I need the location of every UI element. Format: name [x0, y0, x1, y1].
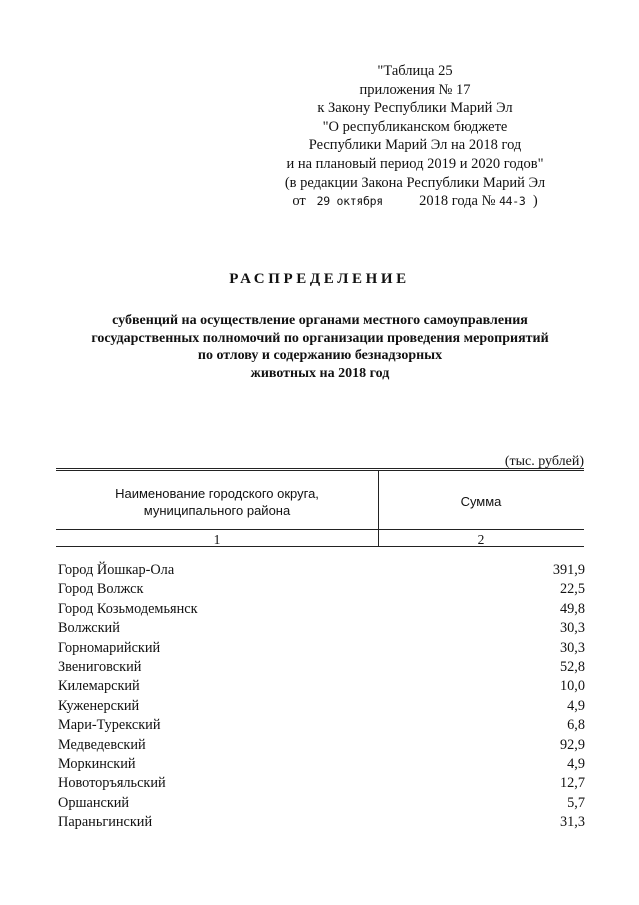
table-row: [58, 620, 585, 639]
row-value: 6,8: [567, 717, 585, 734]
table-row: [58, 795, 585, 814]
table-row: [58, 659, 585, 678]
column-header-name-line1: Наименование городского округа,: [115, 486, 319, 501]
table-row: [58, 562, 585, 581]
row-name: Новоторъяльский: [58, 775, 166, 792]
row-name: Моркинский: [58, 755, 136, 772]
column-number-1: 1: [213, 532, 221, 547]
table-row: [58, 737, 585, 756]
header-date-line: [250, 192, 580, 211]
row-value: 22,5: [559, 581, 585, 598]
row-name: Оршанский: [58, 794, 130, 811]
table-top-border-inner: [56, 470, 584, 471]
subtitle-line: субвенций на осуществление органами местного самоуправления: [112, 313, 528, 328]
row-name: Город Йошкар-Ола: [58, 562, 175, 578]
table-body: [58, 562, 585, 833]
column-header-name: [56, 485, 378, 519]
table-header: [56, 468, 584, 547]
row-name: Мари-Турекский: [58, 717, 161, 734]
row-name: Медведевский: [58, 736, 146, 753]
row-value: 30,3: [559, 620, 585, 637]
row-value: 31,3: [559, 814, 585, 831]
row-name: Звениговский: [58, 658, 142, 675]
row-value: 49,8: [559, 600, 585, 617]
table-row: [58, 678, 585, 697]
column-header-name-line2: муниципального района: [143, 503, 291, 518]
table-row: [58, 640, 585, 659]
header-line: к Закону Республики Марий Эл: [317, 100, 513, 117]
table-row: [58, 814, 585, 833]
table-row: [58, 717, 585, 736]
subtitle-line: животных на 2018 год: [250, 365, 390, 381]
column-number-2: 2: [477, 532, 485, 547]
column-header-sum: Сумма: [460, 494, 502, 509]
table-top-border: [56, 468, 584, 469]
header-line: и на плановый период 2019 и 2020 годов": [286, 155, 544, 172]
row-name: Волжский: [58, 620, 120, 637]
units-label: (тыс. рублей): [504, 454, 584, 469]
row-value: 92,9: [559, 736, 585, 753]
appendix-header: [250, 62, 580, 211]
row-value: 52,8: [559, 658, 585, 675]
row-value: 4,9: [567, 697, 585, 714]
date-prefix: от: [292, 193, 306, 210]
table-row: [58, 581, 585, 600]
row-name: Город Козьмодемьянск: [58, 600, 198, 617]
row-name: Килемарский: [58, 678, 140, 695]
table-row: [58, 601, 585, 620]
document-title: РАСПРЕДЕЛЕНИЕ: [229, 271, 410, 287]
date-suffix: ): [532, 193, 538, 210]
document-subtitle: [40, 312, 600, 382]
subtitle-line: государственных полномочий по организации проведения мероприятий: [91, 330, 549, 346]
header-line: Республики Марий Эл на 2018 год: [308, 137, 522, 154]
row-value: 12,7: [559, 775, 585, 792]
handwritten-date: 29 октября: [316, 194, 383, 209]
row-name: Параньгинский: [58, 814, 153, 831]
row-value: 391,9: [552, 562, 585, 578]
row-name: Куженерский: [58, 697, 140, 714]
header-divider: [56, 529, 584, 530]
row-value: 10,0: [559, 678, 585, 695]
header-line: приложения № 17: [359, 81, 471, 98]
header-line: "О республиканском бюджете: [322, 118, 508, 135]
handwritten-number: 44-З: [499, 194, 526, 209]
date-year: 2018 года №: [419, 193, 496, 210]
table-row: [58, 756, 585, 775]
row-name: Город Волжск: [58, 581, 144, 598]
row-value: 4,9: [567, 755, 585, 772]
subtitle-line: по отлову и содержанию безнадзорных: [197, 348, 443, 363]
table-row: [58, 698, 585, 717]
row-value: 30,3: [559, 639, 585, 656]
row-value: 5,7: [567, 794, 585, 811]
header-line: (в редакции Закона Республики Марий Эл: [284, 174, 546, 191]
row-name: Горномарийский: [58, 639, 161, 656]
table-row: [58, 775, 585, 794]
header-line: "Таблица 25: [377, 63, 453, 79]
